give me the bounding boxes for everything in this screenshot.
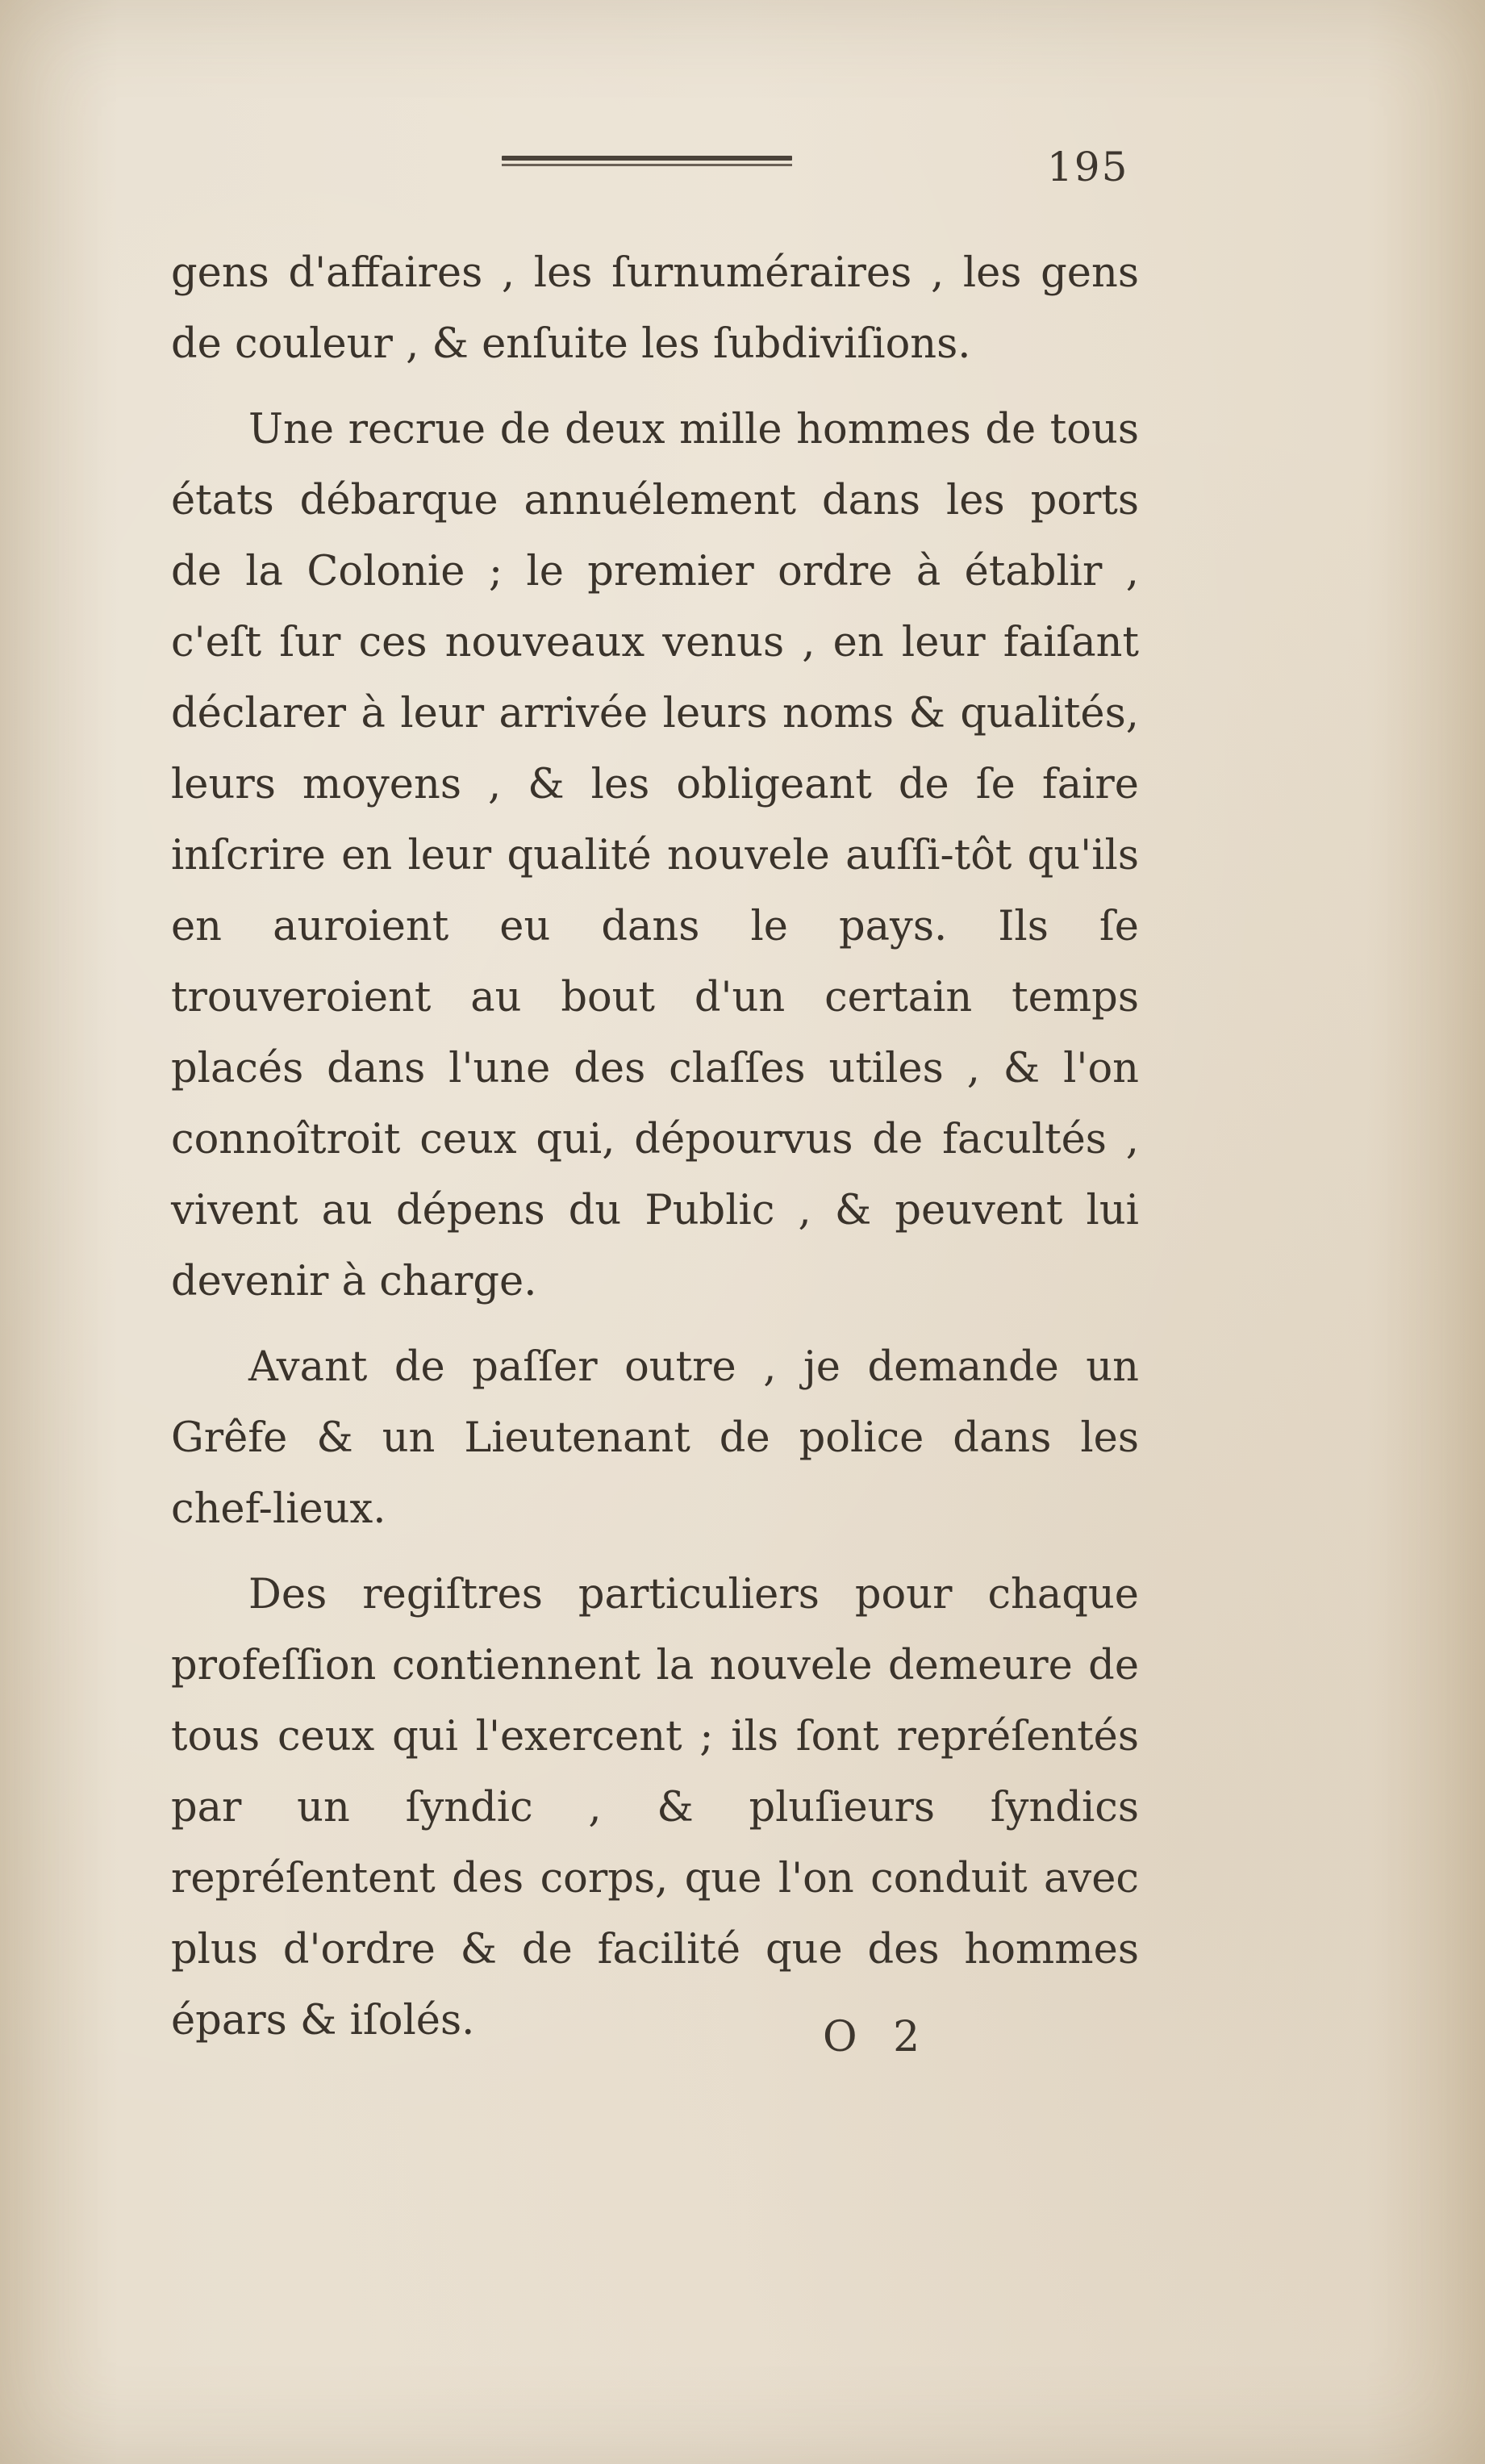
header-rule-thin: [502, 164, 792, 166]
body-text: [171, 238, 1139, 2057]
header-ornament-rule: [502, 156, 792, 169]
paragraph-grefe: Avant de paſſer outre , je demande un Grêfe & un Lieutenant de police dans les chef-lieux.: [171, 1343, 1139, 1533]
paragraph-recrue: Une recrue de deux mille hommes de tous états débarque annuélement dans les ports de la Colonie ; le premier ordre à établir , c'eſt ſur ces nouveaux venus , en leur faiſant déclarer à leur arrivée leurs noms & qualités, leurs moyens , & les obligeant de ſe faire inſcrire en leur qualité nouvele auſſi-tôt qu'ils en auroient eu dans le pays. Ils ſe trouveroient au bout d'un certain temps placés dans l'une des claſſes utiles , & l'on connoîtroit ceux qui, dépourvus de facultés , vivent au dépens du Public , & peuvent lui devenir à charge.: [171, 406, 1139, 1305]
page-number: 195: [1047, 144, 1129, 190]
header-rule-thick: [502, 156, 792, 161]
paragraph-continuation: gens d'affaires , les ſurnuméraires , les gens de couleur , & enſuite les ſubdiviſions.: [171, 249, 1139, 368]
paragraph-registres: Des regiſtres particuliers pour chaque profeſſion contiennent la nouvele demeure de tous ceux qui l'exercent ; ils ſont repréſentés par un ſyndic , & pluſieurs ſyndics repréſentent des corps, que l'on conduit avec plus d'ordre & de facilité que des hommes épars & iſolés.: [171, 1571, 1139, 2044]
signature-mark: O 2: [823, 2013, 932, 2061]
